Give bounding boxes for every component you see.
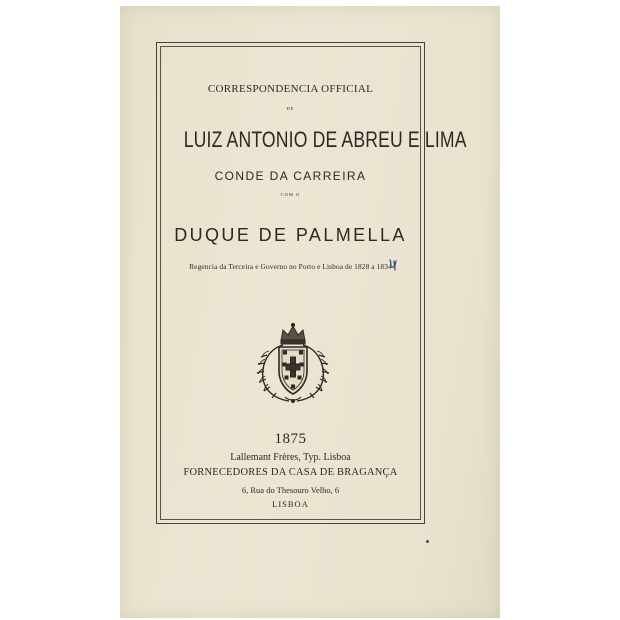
supplier-line: FORNECEDORES DA CASA DE BRAGANÇA bbox=[183, 467, 398, 478]
connector-de: DE bbox=[286, 106, 295, 111]
heading-line: CORRESPONDENCIA OFFICIAL bbox=[207, 83, 374, 95]
publisher-line: Lallemant Frères, Typ. Lisboa bbox=[230, 452, 351, 463]
connector-com-o: COM O bbox=[280, 192, 301, 197]
page-border-inner bbox=[160, 46, 467, 520]
handwritten-correction-mark bbox=[387, 258, 399, 272]
portuguese-royal-coat-of-arms-icon bbox=[253, 321, 333, 405]
book-title-page bbox=[120, 6, 500, 618]
recipient-name: DUQUE DE PALMELLA bbox=[174, 225, 407, 245]
city-line: LISBOA bbox=[272, 499, 309, 509]
address-line: 6, Rua do Thesouro Velho, 6 bbox=[241, 485, 340, 495]
publication-year: 1875 bbox=[274, 431, 307, 447]
page-border bbox=[156, 42, 467, 524]
author-title: CONDE DA CARREIRA bbox=[214, 169, 367, 183]
ink-speck bbox=[426, 540, 429, 543]
author-name: LUIZ ANTONIO DE ABREU E LIMA bbox=[183, 127, 467, 152]
subtitle: Regencia da Terceira e Governo no Porto e Lisboa de 1828 a 1834 bbox=[189, 262, 392, 271]
